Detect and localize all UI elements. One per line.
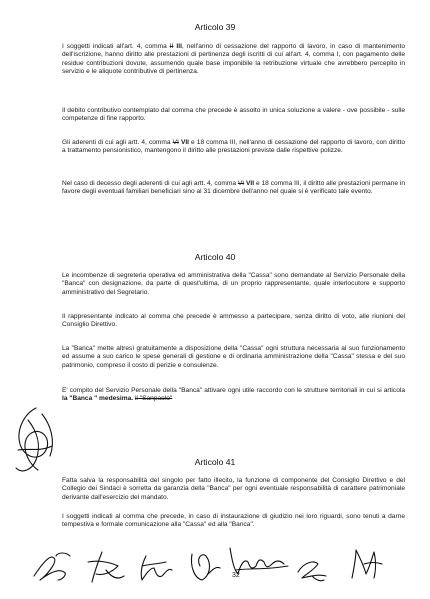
inserted-text: VII [246, 180, 255, 187]
article-39-paragraph-2: Il debito contributivo contemplato dal comma che precede è assolto in unica soluzione a valere - ove possibile - sulle competenze di fine rapporto. [62, 107, 405, 123]
article-40-paragraph-1: Le incombenze di segreteria operativa ed amministrativa della "Cassa" sono demandate al Servizio Personale della "Banca" con designazione, da parte di quest'ultima, di un proprio rappresentante, quale interlocutore e supporto amministrativo del Segretario. [62, 272, 405, 296]
article-39-paragraph-1: I soggetti indicati all'art. 4, comma II III, nell'anno di cessazione del rapporto di lavoro, in caso di mantenimento dell'iscrizione, hanno diritto alle prestazioni di pertinenza degli iscritti di cui all'art. 4, comma I, con pagamento delle residue contribuzioni dovute, assumendo quale base imponibile la retribuzione virtuale che avrebbero percepito in servizio e le aliquote contributive di pertinenza. [62, 43, 405, 76]
signature-1 [28, 546, 76, 586]
article-39-paragraph-3: Gli aderenti di cui agli artt. 4, comma VI VII e 18 comma III, nell'anno di cessazione del rapporto di lavoro, con diritto a trattamento pensionistico, mantengono il diritto alle prestazioni previste dalle rispettive polizze. [62, 139, 406, 155]
inserted-text: VII [180, 139, 189, 146]
article-40-paragraph-4: E' compito del Servizio Personale della "Banca" attivare ogni utile raccordo con le strutture territoriali in cui si articola la "Banca " medesima. il "Sanpaolo" [62, 387, 405, 403]
article-40-title: Articolo 40 [194, 252, 236, 262]
signature-3 [132, 550, 182, 586]
signature-6 [292, 552, 332, 584]
signature-4 [184, 546, 224, 586]
article-40-paragraph-2: Il rappresentante indicato al comma che precede è ammesso a partecipare, senza diritto di voto, alle riunioni del Consiglio Direttivo. [62, 313, 405, 329]
article-41-paragraph-1: Fatta salva la responsabilità del singolo per fatto illecito, la funzione di componente del Consiglio Direttivo e del Collegio dei Sindaci è sorretta da garanzia della "Banca" per ogni eventuale responsabilità di carattere patrimoniale derivante dall'esercizio del mandato. [62, 477, 405, 501]
margin-signature [6, 400, 66, 480]
article-40-paragraph-3: La "Banca" mette altresì gratuitamente a disposizione della "Cassa" ogni struttura necessaria al suo funzionamento ed assume a suo carico le spese generali di gestione e di ordinaria amministrazione della "Cassa" stessa e del suo patrimonio, compreso il costo di perizie e consulenze. [62, 345, 405, 369]
page-number: 32 [232, 572, 240, 579]
strikethrough-text: II [169, 43, 174, 50]
inserted-text: la "Banca " medesima. [62, 395, 134, 403]
article-41-title: Articolo 41 [194, 457, 236, 467]
strikethrough-text: VI [172, 139, 179, 146]
strikethrough-text: VI [237, 180, 245, 187]
article-39-title: Articolo 39 [194, 22, 236, 32]
strikethrough-text: il "Sanpaolo" [134, 395, 173, 403]
inserted-text: III [176, 43, 182, 50]
article-39-paragraph-4: Nel caso di decesso degli aderenti di cui agli artt. 4, comma VI VII e 18 comma III, il diritto alle prestazioni permane in favore degli eventuali familiari beneficiari sino al 31 dicembre dell'anno nel quale si è verificato tale evento. [62, 180, 405, 196]
article-41-paragraph-2: I soggetti indicati al comma che precede, in caso di instaurazione di giudizio nei loro riguardi, sono tenuti a darne tempestiva e formale comunicazione alla "Cassa" ed alla "Banca". [62, 513, 405, 529]
signature-7 [344, 544, 386, 584]
signature-2 [82, 548, 128, 586]
